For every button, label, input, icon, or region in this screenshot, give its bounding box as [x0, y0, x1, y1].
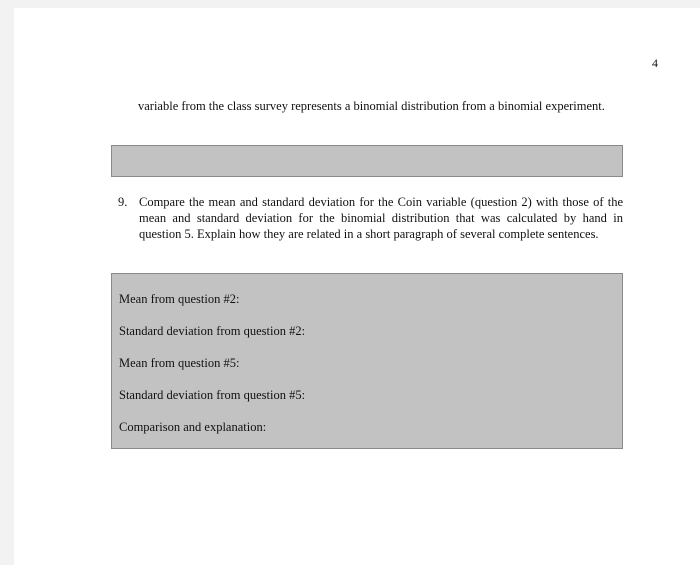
standard-deviation-question-2-label: Standard deviation from question #2: — [119, 324, 306, 338]
answer-box-question-9[interactable] — [111, 273, 623, 449]
mean-question-5-label: Mean from question #5: — [119, 356, 240, 370]
question-number: 9. — [118, 195, 128, 209]
standard-deviation-question-5-label: Standard deviation from question #5: — [119, 388, 306, 402]
question-9 — [118, 194, 623, 242]
comparison-explanation-label: Comparison and explanation: — [119, 420, 267, 434]
document-page — [14, 8, 700, 565]
answer-box-previous-question[interactable] — [111, 145, 623, 177]
question-text: Compare the mean and standard deviation for the Coin variable (question 2) with those of the mean and standard deviation for the binomial distribution that was calculated by hand in question 5. Explain how they are related in a short paragraph of several complete sentences. — [139, 195, 623, 241]
continued-question-text: variable from the class survey represents a binomial distribution from a binomial experiment. — [138, 99, 605, 113]
page-number: 4 — [652, 56, 658, 70]
mean-question-2-label: Mean from question #2: — [119, 292, 240, 306]
